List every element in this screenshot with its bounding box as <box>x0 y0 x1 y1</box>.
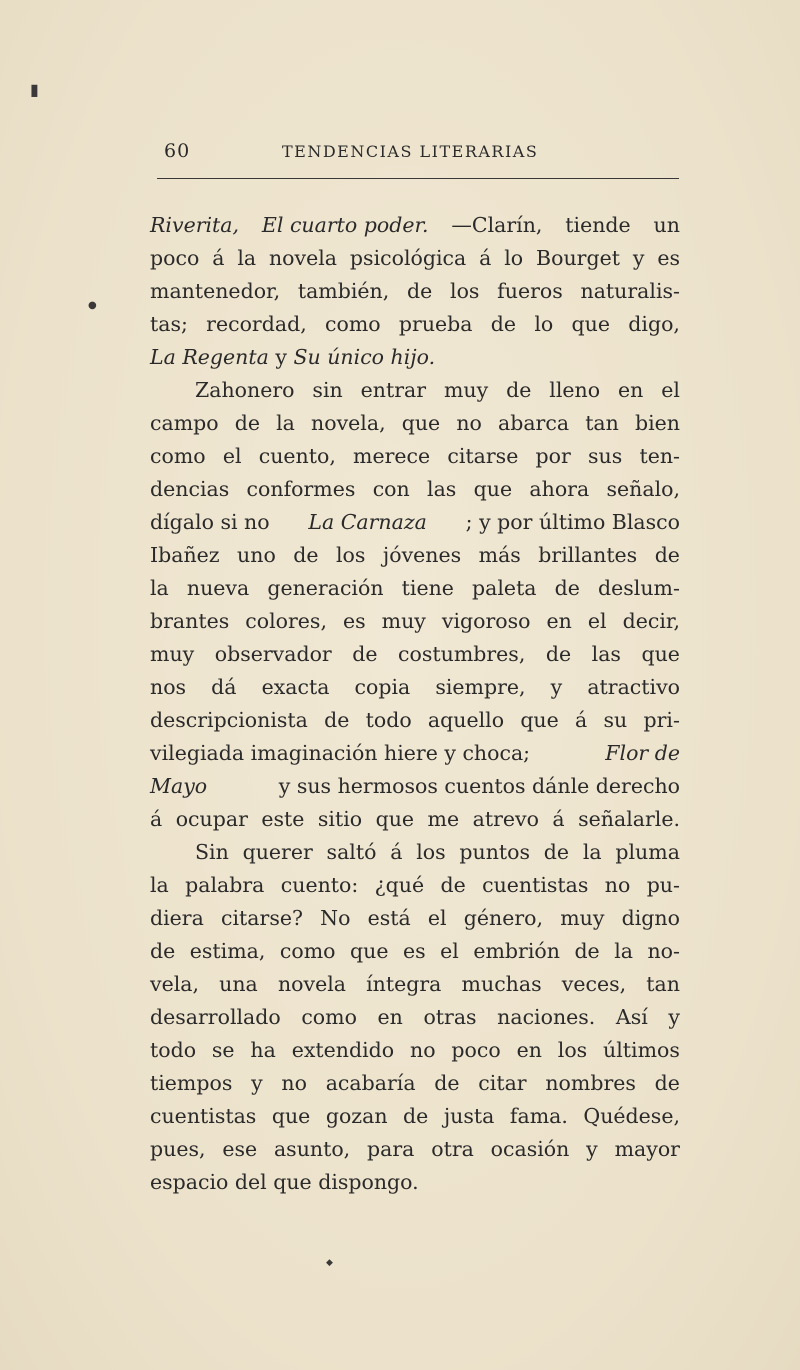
word: merece <box>353 444 431 468</box>
word: se <box>211 1038 235 1062</box>
header-rule <box>157 178 679 179</box>
word: no <box>604 873 631 897</box>
word: es <box>657 246 680 270</box>
word: atractivo <box>587 675 680 699</box>
word: y <box>550 675 563 699</box>
text-line <box>150 704 680 737</box>
word: pluma <box>615 840 680 864</box>
word: muy <box>150 642 195 666</box>
word: dencias <box>150 477 230 501</box>
word: ese <box>222 1137 258 1161</box>
word: brillantes <box>538 543 638 567</box>
word: extendido <box>291 1038 395 1062</box>
word: el <box>440 939 459 963</box>
word: tan <box>646 972 680 996</box>
word: puntos <box>459 840 531 864</box>
word: el <box>427 906 447 930</box>
word: Ibañez <box>150 543 220 567</box>
text-line <box>150 242 680 275</box>
word: naciones. <box>497 1005 596 1029</box>
word: querer <box>242 840 313 864</box>
ink-dot-mark: ● <box>88 300 97 311</box>
word: como <box>325 312 381 336</box>
text-line <box>150 671 680 704</box>
title-riverita: Riverita, <box>150 213 240 237</box>
word: el <box>222 444 242 468</box>
word: me <box>427 807 460 831</box>
word: es <box>342 609 366 633</box>
word: vigoroso <box>441 609 531 633</box>
word: vela, <box>150 972 200 996</box>
word: con <box>372 477 410 501</box>
word: Zahonero <box>195 378 295 402</box>
word: copia <box>354 675 411 699</box>
word: de <box>434 1071 460 1095</box>
word: tan <box>585 411 619 435</box>
word: de <box>654 1071 680 1095</box>
word: como <box>301 1005 357 1029</box>
word: que <box>350 939 389 963</box>
text-line <box>150 1100 680 1133</box>
word: por <box>535 444 571 468</box>
word: atrevo <box>472 807 539 831</box>
word: lleno <box>549 378 601 402</box>
word: diera <box>150 906 204 930</box>
word: de <box>574 939 600 963</box>
word: ¿qué <box>374 873 425 897</box>
word: de <box>440 873 466 897</box>
word: recordad, <box>206 312 307 336</box>
word: las <box>427 477 457 501</box>
word: más <box>478 543 521 567</box>
word: deslum- <box>598 576 680 600</box>
word: que <box>520 708 559 732</box>
word: siempre, <box>435 675 526 699</box>
word: de <box>506 378 532 402</box>
word: nos <box>150 675 187 699</box>
word: es <box>402 939 426 963</box>
word: desarrollado <box>150 1005 281 1029</box>
word: No <box>320 906 351 930</box>
word: de <box>293 543 319 567</box>
text-line: espacio del que dispongo. <box>150 1170 419 1194</box>
word: de <box>545 642 572 666</box>
word: abarca <box>497 411 570 435</box>
word: cuentistas <box>150 1104 257 1128</box>
word: de <box>234 411 260 435</box>
text-line: Riverita, El cuarto poder. —Clarín, tiende un <box>150 209 680 242</box>
word: descripcionista <box>150 708 308 732</box>
word: pu- <box>646 873 680 897</box>
word: psicológica <box>349 246 467 270</box>
word: de <box>490 312 517 336</box>
page-header <box>150 140 680 170</box>
word: para <box>367 1137 415 1161</box>
word: brantes <box>150 609 230 633</box>
word: y <box>632 246 645 270</box>
word: está <box>367 906 411 930</box>
word: que <box>401 411 441 435</box>
text-line: La Regenta y Su único hijo. <box>150 341 680 374</box>
word: sitio <box>317 807 363 831</box>
word: los <box>336 543 366 567</box>
text-line: dígalo si no La Carnaza ; y por último Blasco <box>150 506 680 539</box>
word: las <box>591 642 621 666</box>
word: á <box>479 246 492 270</box>
text-line <box>150 539 680 572</box>
word: muy <box>443 378 489 402</box>
word: citar <box>478 1071 527 1095</box>
text-line <box>150 473 680 506</box>
word: paleta <box>472 576 537 600</box>
word: la <box>237 246 257 270</box>
word: género, <box>463 906 544 930</box>
word: costumbres, <box>398 642 526 666</box>
word: poco <box>150 246 200 270</box>
word: muy <box>560 906 605 930</box>
word: bien <box>634 411 680 435</box>
word: los <box>557 1038 588 1062</box>
text-line <box>150 407 680 440</box>
word: cuentistas <box>482 873 589 897</box>
word: palabra <box>185 873 265 897</box>
word: y <box>586 1137 598 1161</box>
word: muy <box>381 609 426 633</box>
text-line <box>150 836 680 869</box>
word: la <box>150 873 169 897</box>
text-line <box>150 374 680 407</box>
word: como <box>150 444 206 468</box>
word: saltó <box>326 840 377 864</box>
word: exacta <box>261 675 330 699</box>
word: entrar <box>360 378 427 402</box>
word: no <box>410 1038 436 1062</box>
word: de <box>554 576 580 600</box>
text-line <box>150 869 680 902</box>
word: ten- <box>639 444 680 468</box>
word: nombres <box>545 1071 636 1095</box>
word: estima, <box>189 939 266 963</box>
word: observador <box>214 642 332 666</box>
word: su <box>603 708 628 732</box>
word: embrión <box>473 939 560 963</box>
word: cuento, <box>258 444 336 468</box>
text-line <box>150 440 680 473</box>
word: no- <box>647 939 680 963</box>
word: en <box>377 1005 403 1029</box>
word: señalo, <box>606 477 680 501</box>
word: digo, <box>628 312 680 336</box>
word: veces, <box>561 972 627 996</box>
word: que <box>641 642 680 666</box>
word: citarse? <box>221 906 303 930</box>
word: el <box>661 378 680 402</box>
text-line: Mayo y sus hermosos cuentos dánle derecho <box>150 770 680 803</box>
title-su-unico-hijo: Su único hijo. <box>293 345 436 369</box>
text-line <box>150 902 680 935</box>
word: digno <box>621 906 680 930</box>
word: decir, <box>622 609 680 633</box>
word: Sin <box>195 840 229 864</box>
word: acabaría <box>325 1071 416 1095</box>
word: y <box>668 1005 680 1029</box>
word: otras <box>423 1005 477 1029</box>
word: la <box>150 576 169 600</box>
word: fueros <box>497 279 563 303</box>
word: de <box>403 1104 429 1128</box>
word: dá <box>211 675 237 699</box>
word: que <box>473 477 513 501</box>
word: generación <box>267 576 384 600</box>
word: lo <box>504 246 524 270</box>
word: mantenedor, <box>150 279 281 303</box>
word: la <box>582 840 602 864</box>
text-line <box>150 308 680 341</box>
word: señalarle. <box>578 807 680 831</box>
text-line <box>150 803 680 836</box>
text-line <box>150 935 680 968</box>
word: novela <box>268 246 338 270</box>
title-la-regenta: La Regenta <box>150 345 269 369</box>
word: novela, <box>311 411 386 435</box>
text-line <box>150 1133 680 1166</box>
word: á <box>552 807 565 831</box>
word: á <box>390 840 403 864</box>
word: en <box>546 609 572 633</box>
word: gozan <box>325 1104 388 1128</box>
word: poco <box>451 1038 501 1062</box>
word: que <box>271 1104 311 1128</box>
word: ha <box>250 1038 276 1062</box>
text-line <box>150 572 680 605</box>
word: justa <box>443 1104 495 1128</box>
word: todo <box>365 708 412 732</box>
word: á <box>212 246 225 270</box>
word: el <box>587 609 607 633</box>
word: conformes <box>246 477 356 501</box>
word: lo <box>534 312 554 336</box>
text-line <box>150 275 680 308</box>
text-line <box>150 1001 680 1034</box>
word: como <box>279 939 336 963</box>
word: Bourget <box>536 246 620 270</box>
word: tas; <box>150 312 188 336</box>
word: los <box>450 279 480 303</box>
text-line <box>150 1034 680 1067</box>
word: asunto, <box>273 1137 351 1161</box>
word: fama. <box>509 1104 568 1128</box>
word: tiempos <box>150 1071 233 1095</box>
word: de <box>407 279 433 303</box>
word: de <box>150 939 176 963</box>
word: también, <box>297 279 390 303</box>
ink-speck-mark: ▮ <box>30 80 39 99</box>
word: prueba <box>398 312 473 336</box>
title-la-carnaza: La Carnaza <box>308 510 427 534</box>
word: no <box>456 411 482 435</box>
word: la <box>614 939 633 963</box>
word: Quédese, <box>583 1104 680 1128</box>
word: naturalis- <box>580 279 680 303</box>
word: otra <box>431 1137 474 1161</box>
title-flor-de-mayo: Flor de <box>605 741 680 765</box>
word: Así <box>615 1005 648 1029</box>
text-line: vilegiada imaginación hiere y choca; Flor de <box>150 737 680 770</box>
word: ocupar <box>175 807 248 831</box>
word: pues, <box>150 1137 206 1161</box>
word: íntegra <box>366 972 442 996</box>
text-line <box>150 638 680 671</box>
word: nueva <box>186 576 250 600</box>
word: que <box>571 312 610 336</box>
text-line <box>150 1067 680 1100</box>
word: jóvenes <box>382 543 462 567</box>
text-line <box>150 968 680 1001</box>
word: de <box>324 708 350 732</box>
body-text <box>150 209 680 1199</box>
word: á <box>575 708 588 732</box>
word: campo <box>150 411 219 435</box>
word: ocasión <box>490 1137 570 1161</box>
page-number: 60 <box>164 140 191 162</box>
word: novela <box>277 972 346 996</box>
word: últimos <box>603 1038 680 1062</box>
word: en <box>618 378 644 402</box>
word: de <box>543 840 570 864</box>
word: y <box>251 1071 263 1095</box>
word: muchas <box>461 972 542 996</box>
word: cuento: <box>280 873 359 897</box>
title-cuarto-poder: El cuarto poder. <box>261 213 429 237</box>
text-line <box>150 605 680 638</box>
word: los <box>416 840 446 864</box>
word: mayor <box>614 1137 680 1161</box>
word: sus <box>588 444 623 468</box>
word: todo <box>150 1038 197 1062</box>
running-title: TENDENCIAS LITERARIAS <box>282 142 539 161</box>
word: citarse <box>447 444 519 468</box>
word: la <box>276 411 295 435</box>
ink-dot-mark: ◆ <box>326 1258 333 1268</box>
word: no <box>281 1071 307 1095</box>
word: de <box>654 543 680 567</box>
word: ahora <box>529 477 590 501</box>
word: colores, <box>245 609 327 633</box>
word: este <box>261 807 305 831</box>
word: aquello <box>427 708 505 732</box>
word: que <box>375 807 415 831</box>
word: uno <box>237 543 276 567</box>
word: tiene <box>401 576 454 600</box>
word: pri- <box>643 708 680 732</box>
title-mayo: Mayo <box>150 774 208 798</box>
word: una <box>219 972 258 996</box>
word: de <box>352 642 378 666</box>
word: sin <box>312 378 343 402</box>
word: en <box>516 1038 542 1062</box>
word: á <box>150 807 163 831</box>
